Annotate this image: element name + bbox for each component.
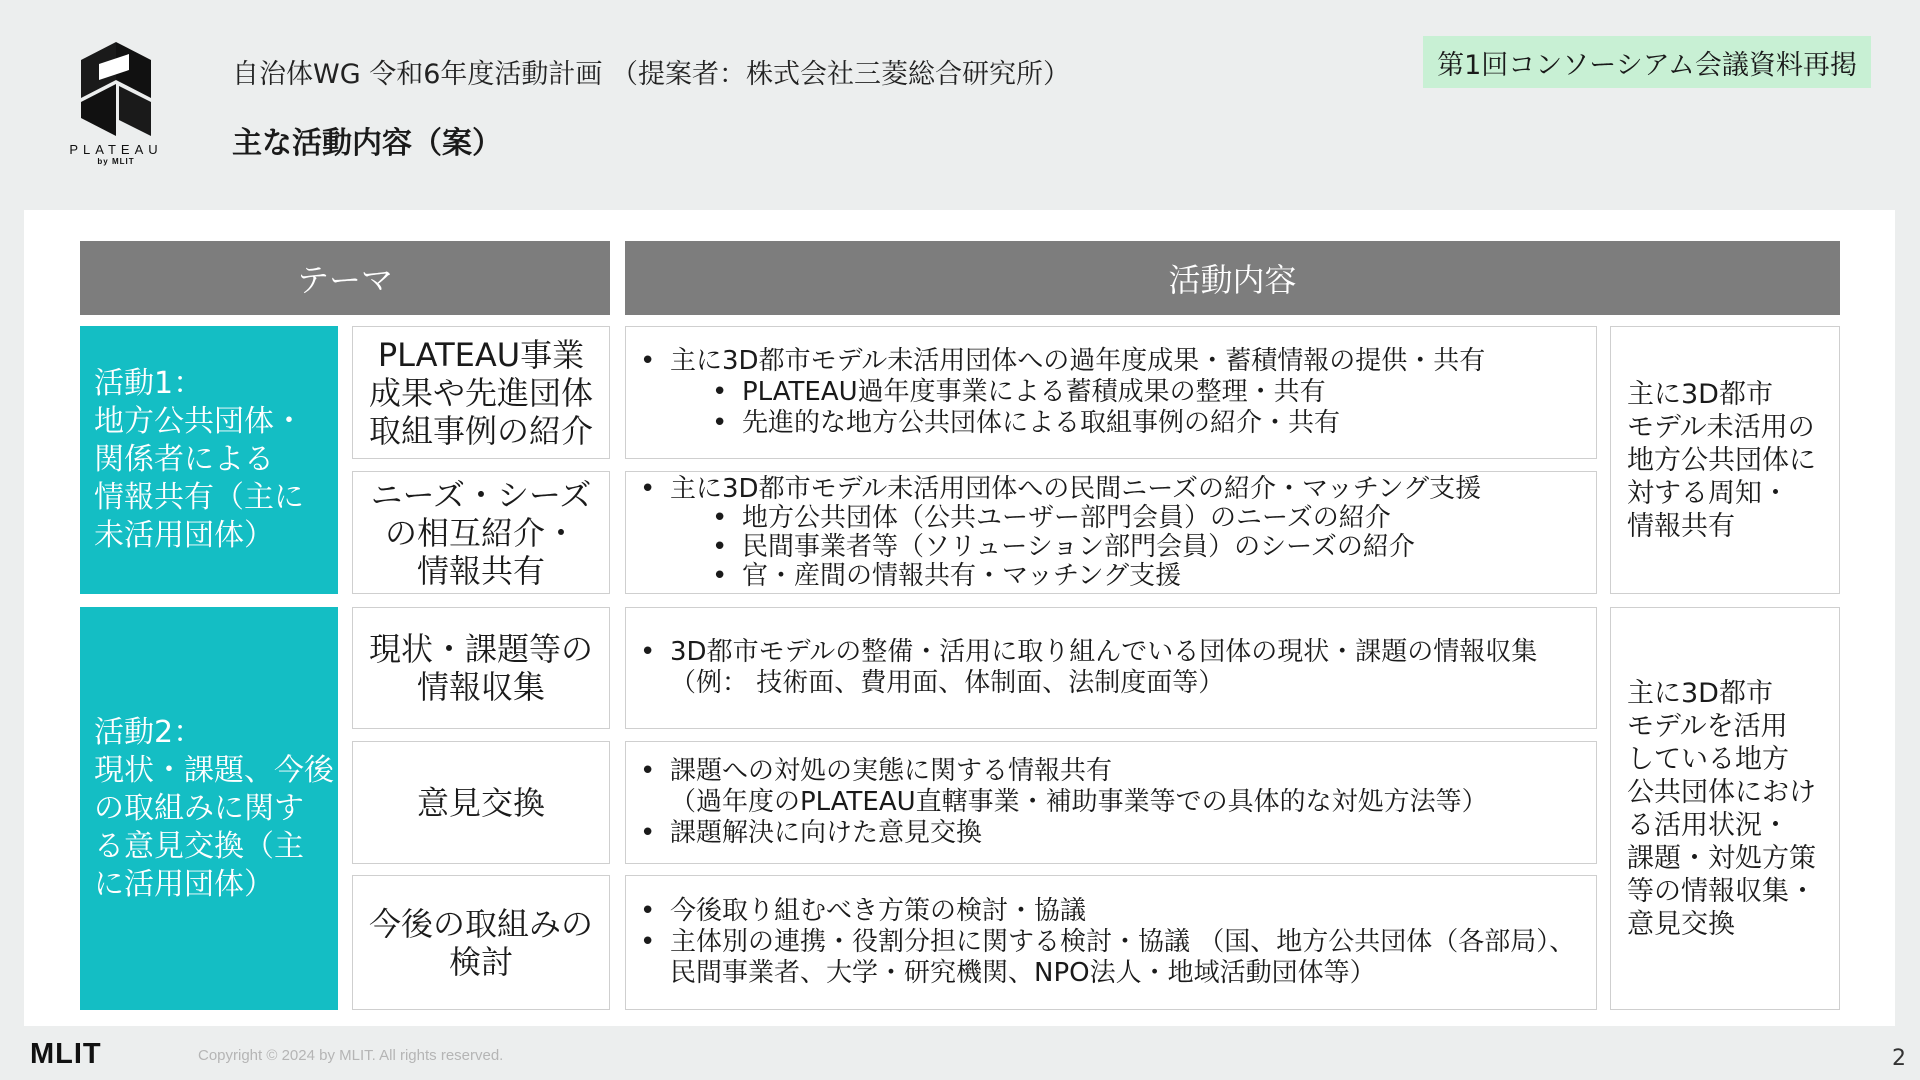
mlit-logo-text: MLIT (30, 1040, 102, 1066)
bullet-text: 課題への対処の実態に関する情報共有 (670, 756, 1113, 786)
activity-2-label-text: 活動2： 現状・課題、今後 の取組みに関す る意見交換（主 に活用団体） (94, 714, 334, 902)
plateau-cube-icon (79, 40, 153, 138)
mlit-logo-icon (30, 1040, 162, 1066)
mlit-logo (30, 1040, 162, 1070)
bullet-line: • 課題への対処の実態に関する情報共有 (640, 756, 1113, 786)
page-subtitle: 主な活動内容（案） (232, 126, 502, 161)
copyright-text: Copyright © 2024 by MLIT. All rights reserved. (198, 1047, 504, 1064)
continuation-line: 民間事業者、大学・研究機関、NPO法人・地域活動団体等） (670, 958, 1376, 988)
continuation-line: （例： 技術面、費用面、体制面、法制度面等） (670, 668, 1225, 698)
content-cell (625, 326, 1597, 459)
content-cell (625, 741, 1597, 864)
page-number: 2 (1892, 1046, 1906, 1071)
bullet-text: 主に3D都市モデル未活用団体への過年度成果・蓄積情報の提供・共有 (670, 346, 1486, 376)
theme-cell: 意見交換 (352, 741, 610, 864)
content-cell (625, 607, 1597, 729)
bullet-text: 課題解決に向けた意見交換 (670, 818, 983, 848)
target-cell: 主に3D都市 モデルを活用 している地方 公共団体におけ る活用状況・ 課題・対処方策 等の情報収集・ 意見交換 (1610, 607, 1840, 1010)
content-column-header: 活動内容 (625, 241, 1840, 315)
logo-byline: by MLIT (97, 157, 135, 166)
theme-cell: PLATEAU事業 成果や先進団体 取組事例の紹介 (352, 326, 610, 459)
bullet-text: PLATEAU過年度事業による蓄積成果の整理・共有 (742, 377, 1326, 407)
logo-wordmark: PLATEAU (69, 142, 163, 157)
bullet-text: 官・産間の情報共有・マッチング支援 (742, 560, 1182, 591)
sub-bullet-line: • 官・産間の情報共有・マッチング支援 (712, 560, 1182, 591)
plateau-logo (56, 40, 176, 175)
bullet-line: • 3D都市モデルの整備・活用に取り組んでいる団体の現状・課題の情報収集 (640, 637, 1538, 667)
content-cell (625, 471, 1597, 594)
activity-1-label-text: 活動1： 地方公共団体・ 関係者による 情報共有（主に 未活用団体） (94, 366, 304, 553)
bullet-line: • 主に3D都市モデル未活用団体への民間ニーズの紹介・マッチング支援 (640, 473, 1482, 504)
bullet-text: 地方公共団体（公共ユーザー部門会員）のニーズの紹介 (742, 502, 1391, 533)
activity-1-label (80, 326, 338, 594)
theme-cell: 現状・課題等の 情報収集 (352, 607, 610, 729)
sub-bullet-line: • 民間事業者等（ソリューション部門会員）のシーズの紹介 (712, 531, 1415, 562)
sub-bullet-line: • PLATEAU過年度事業による蓄積成果の整理・共有 (712, 377, 1326, 407)
bullet-line: • 主体別の連携・役割分担に関する検討・協議 （国、地方公共団体（各部局）、 (640, 927, 1576, 957)
bullet-line: • 課題解決に向けた意見交換 (640, 818, 983, 848)
bullet-text: 3D都市モデルの整備・活用に取り組んでいる団体の現状・課題の情報収集 (670, 637, 1538, 667)
theme-cell: ニーズ・シーズ の相互紹介・ 情報共有 (352, 471, 610, 594)
bullet-line: • 今後取り組むべき方策の検討・協議 (640, 896, 1087, 926)
activity-2-label (80, 607, 338, 1010)
sub-bullet-line: • 地方公共団体（公共ユーザー部門会員）のニーズの紹介 (712, 502, 1391, 533)
theme-cell: 今後の取組みの 検討 (352, 875, 610, 1010)
continuation-line: （過年度のPLATEAU直轄事業・補助事業等での具体的な対処方法等） (670, 787, 1488, 817)
bullet-line: • 主に3D都市モデル未活用団体への過年度成果・蓄積情報の提供・共有 (640, 346, 1486, 376)
bullet-text: 主に3D都市モデル未活用団体への民間ニーズの紹介・マッチング支援 (670, 473, 1482, 504)
reprint-badge: 第1回コンソーシアム会議資料再掲 (1423, 36, 1871, 88)
target-cell: 主に3D都市 モデル未活用の 地方公共団体に 対する周知・ 情報共有 (1610, 326, 1840, 594)
bullet-text: 先進的な地方公共団体による取組事例の紹介・共有 (742, 408, 1341, 438)
theme-column-header: テーマ (80, 241, 610, 315)
sub-bullet-line: • 先進的な地方公共団体による取組事例の紹介・共有 (712, 408, 1341, 438)
bullet-text: 今後取り組むべき方策の検討・協議 (670, 896, 1087, 926)
bullet-text: 主体別の連携・役割分担に関する検討・協議 （国、地方公共団体（各部局）、 (670, 927, 1576, 957)
page-title: 自治体WG 令和6年度活動計画 （提案者：株式会社三菱総合研究所） (232, 59, 1070, 90)
content-cell (625, 875, 1597, 1010)
bullet-text: 民間事業者等（ソリューション部門会員）のシーズの紹介 (742, 531, 1415, 562)
